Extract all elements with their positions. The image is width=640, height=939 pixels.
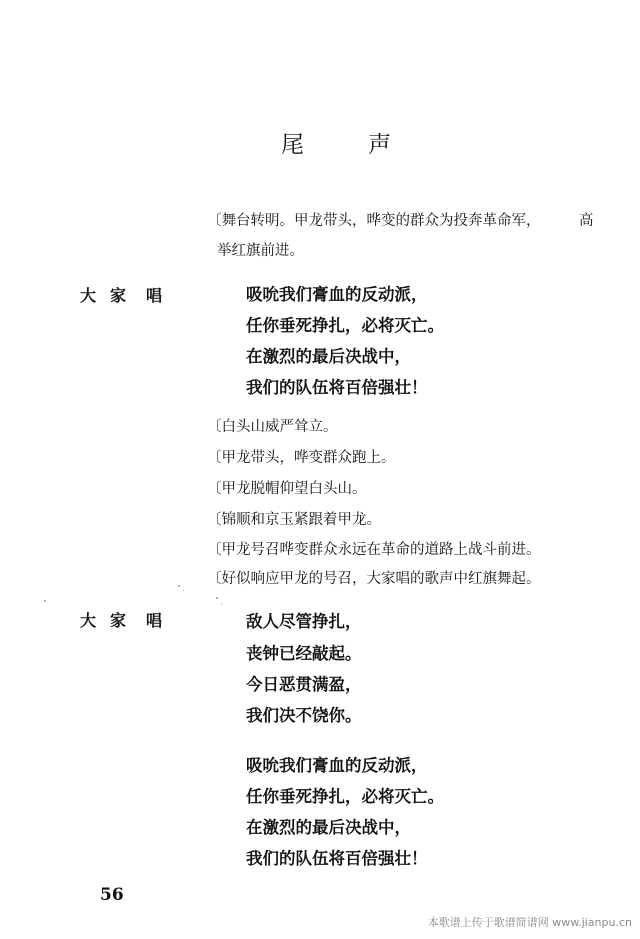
singer-char: 大: [80, 611, 97, 630]
lyric-line: 在激烈的最后决战中，: [246, 347, 411, 366]
lyric-line: 吸吮我们膏血的反动派，: [246, 756, 428, 775]
lyric-line: 我们决不饶你。: [246, 706, 362, 725]
stage-direction: 〔甲龙号召哗变群众永远在革命的道路上战斗前进。: [207, 542, 541, 558]
opening-direction-line-2: 举红旗前进。: [217, 243, 304, 259]
lyric-line: 在激烈的最后决战中，: [246, 818, 411, 837]
lyric-line: 丧钟已经敲起。: [246, 644, 362, 663]
lyric-line: 吸吮我们膏血的反动派，: [246, 285, 428, 304]
lyric-line: 敌人尽管挣扎，: [246, 612, 362, 631]
singer-char: 家: [110, 611, 127, 630]
lyric-line: 我们的队伍将百倍强壮！: [246, 849, 428, 868]
stage-direction: 〔好似响应甲龙的号召，大家唱的歌声中红旗舞起。: [207, 571, 541, 587]
lyric-line: 今日恶贯满盈，: [246, 675, 362, 694]
scan-speck: [44, 600, 46, 602]
section-title: [0, 130, 640, 160]
singer-char: 大: [80, 286, 97, 305]
stage-direction: 〔甲龙带头，哗变群众跑上。: [207, 450, 396, 466]
singer-char: 唱: [146, 611, 163, 630]
opening-stage-direction: [207, 206, 597, 266]
scan-speck: [216, 597, 218, 599]
lyric-line: 我们的队伍将百倍强壮！: [246, 378, 428, 397]
singer-char: 唱: [146, 286, 163, 305]
title-char-2: 声: [368, 132, 391, 158]
singer-label: [80, 609, 162, 633]
stage-direction: 〔锦顺和京玉紧跟着甲龙。: [207, 512, 381, 528]
scan-speck: [221, 604, 222, 605]
stage-direction: 〔甲龙脱帽仰望白头山。: [207, 481, 367, 497]
opening-direction-line-1-end: 高: [579, 213, 594, 229]
opening-direction-line-1-text: 〔舞台转明。甲龙带头，哗变的群众为投奔革命军，: [207, 213, 541, 229]
opening-direction-line-1: [207, 206, 597, 236]
scan-speck: [183, 590, 184, 591]
singer-char: 家: [110, 286, 127, 305]
page-number: 56: [100, 885, 124, 905]
title-char-1: 尾: [281, 132, 304, 158]
lyric-line: 任你垂死挣扎，必将灭亡。: [246, 787, 444, 806]
scan-speck: [178, 585, 180, 587]
stage-direction: 〔白头山威严耸立。: [207, 419, 338, 435]
watermark-text: 本歌谱上传于歌谱简谱网 www.jianpu.cn: [427, 916, 632, 929]
lyric-line: 任你垂死挣扎，必将灭亡。: [246, 316, 444, 335]
singer-label: [80, 284, 162, 308]
